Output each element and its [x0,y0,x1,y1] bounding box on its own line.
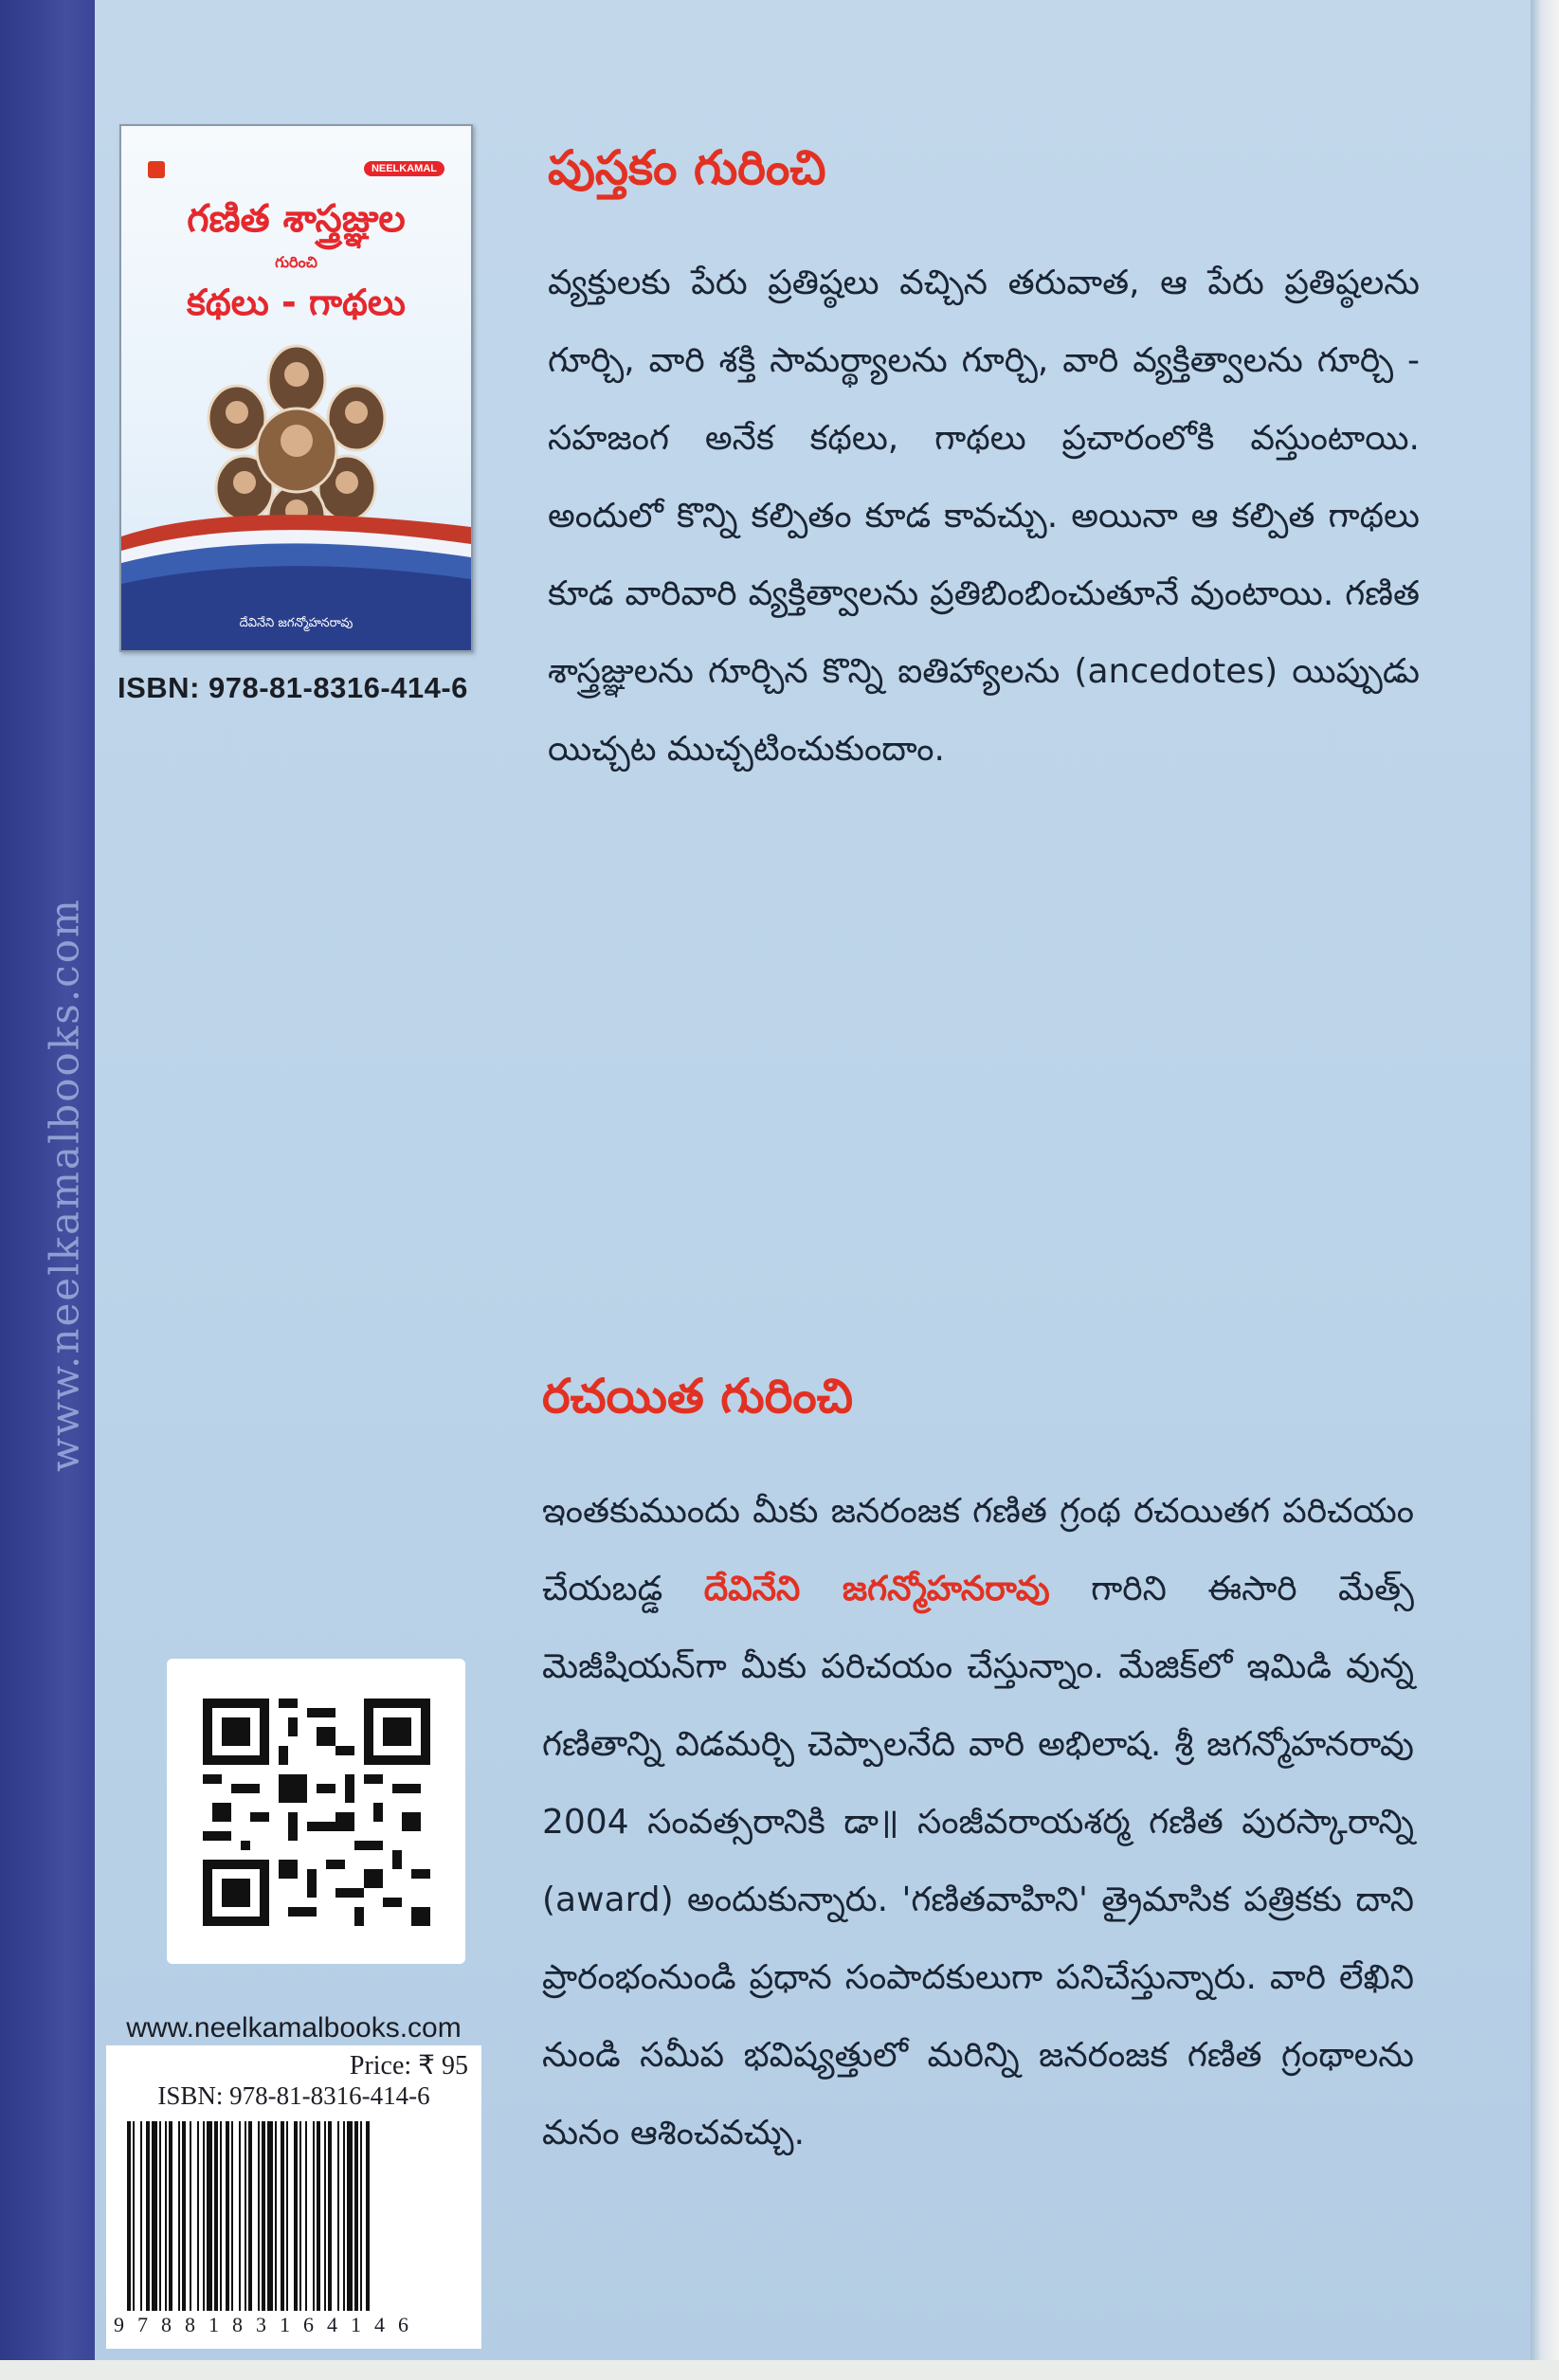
qr-code-icon [203,1699,430,1926]
barcode-bar [267,2121,273,2311]
barcode-label [106,2045,481,2349]
about-author-text [542,1473,1414,2172]
website-label: www.neelkamalbooks.com [126,2012,462,2044]
isbn-label: ISBN: 978-81-8316-414-6 [118,671,468,704]
barcode-bar [294,2121,298,2311]
barcode-bar [152,2121,157,2311]
cover-thumbnail [119,124,473,652]
barcode-bar [305,2121,307,2311]
barcode-bar [286,2121,288,2311]
barcode-bar [133,2121,135,2311]
barcode-bar [262,2121,265,2311]
qr-code [167,1659,465,1964]
publisher-badge: NEELKAMAL [364,161,444,176]
barcode-bar [245,2121,246,2311]
about-book-heading: పుస్తకం గురించి [548,140,826,195]
barcode-bar [248,2121,252,2311]
barcode-bar [366,2121,370,2311]
barcode-bar [313,2121,315,2311]
barcode-bar [182,2121,186,2311]
barcode-bar [146,2121,150,2311]
thumbnail-title-line2: గురించి [275,253,317,271]
barcode-bar [127,2121,131,2311]
spine-url: www.neelkamalbooks.com [41,898,88,1472]
barcode-bar [258,2121,260,2311]
barcode-bar [220,2121,222,2311]
page-edge-bottom [0,2360,1559,2380]
barcode-bar [178,2121,180,2311]
barcode-bar [190,2121,191,2311]
author-text-after: గారిని ఈసారి మేత్స్ మెజీషియన్‌గా మీకు పరిచయం చేస్తున్నాం. మేజిక్‌లో ఇమిడి వున్న గణితాన్ని విడమర్చి చెప్పాలనేది వారి అభిలాష. శ్రీ జగన్మోహనరావు 2004 సంవత్సరానికి డా॥ సంజీవరాయశర్మ గణిత పురస్కారాన్ని (award) అందుకున్నారు. 'గణితవాహిని' త్రైమాసిక పత్రికకు దాని ప్రారంభంనుండి ప్రధాన సంపాదకులుగా పనిచేస్తున్నారు. వారి లేఖిని నుండి సమీప భవిష్యత్తులో మరిన్ని జనరంజక గణిత గ్రంథాలను మనం ఆశించవచ్చు. [542,1570,1414,2153]
about-book-text: వ్యక్తులకు పేరు ప్రతిష్ఠలు వచ్చిన తరువాత, ఆ పేరు ప్రతిష్ఠలను గూర్చి, వారి శక్తి సామర్థ్యాలను గూర్చి, వారి వ్యక్తిత్వాలను గూర్చి - సహజంగ అనేక కథలు, గాథలు ప్రచారంలోకి వస్తుంటాయి. అందులో కొన్ని కల్పితం కూడ కావచ్చు. అయినా ఆ కల్పిత గాథలు కూడ వారివారి వ్యక్తిత్వాలను ప్రతిబింబించుతూనే వుంటాయి. గణిత శాస్త్రజ్ఞులను గూర్చిన కొన్ని ఐతిహ్యాలను (ancedotes) యిప్పుడు యిచ్చట ముచ్చటించుకుందాం. [548,263,1420,769]
barcode-bar [328,2121,332,2311]
barcode-bar [317,2121,320,2311]
thumbnail-title-line1: గణిత శాస్త్రజ్ఞుల [187,197,406,241]
author-name: దేవినేని జగన్మోహనరావు [703,1570,1050,1608]
price-label: Price: ₹ 95 [349,2051,468,2080]
barcode-digits: 9788183164146 [114,2313,422,2336]
book-spine [0,0,95,2380]
barcode-bar [343,2121,345,2311]
barcode-bar [275,2121,277,2311]
barcode-bar [347,2121,353,2311]
barcode-bar [159,2121,161,2311]
barcode-bar [165,2121,167,2311]
publisher-logo-icon [148,161,165,178]
barcode-bars [127,2121,461,2311]
page-edge-right [1531,0,1559,2380]
about-author-heading: రచయిత గురించి [542,1369,854,1424]
thumbnail-title-line3: కథలు - గాథలు [187,282,406,323]
barcode-bar [207,2121,212,2311]
barcode-bar [324,2121,326,2311]
barcode-isbn: ISBN: 978-81-8316-414-6 [157,2081,430,2110]
barcode-bar [197,2121,199,2311]
barcode-bar [231,2121,233,2311]
barcode-bar [281,2121,284,2311]
barcode-bar [226,2121,229,2311]
barcode-bar [203,2121,205,2311]
barcode-bar [354,2121,358,2311]
barcode-bar [360,2121,362,2311]
barcode-bar [337,2121,339,2311]
author-text-before: ఇంతకుముందు మీకు జనరంజక గణిత గ్రంథ రచయితగ పరిచయం చేయబడ్డ [542,1492,1414,1608]
barcode-bar [299,2121,301,2311]
barcode-bar [140,2121,142,2311]
barcode-bar [214,2121,218,2311]
barcode-bar [239,2121,241,2311]
thumbnail-author: దేవినేని జగన్మోహనరావు [239,616,353,630]
barcode-bar [169,2121,172,2311]
